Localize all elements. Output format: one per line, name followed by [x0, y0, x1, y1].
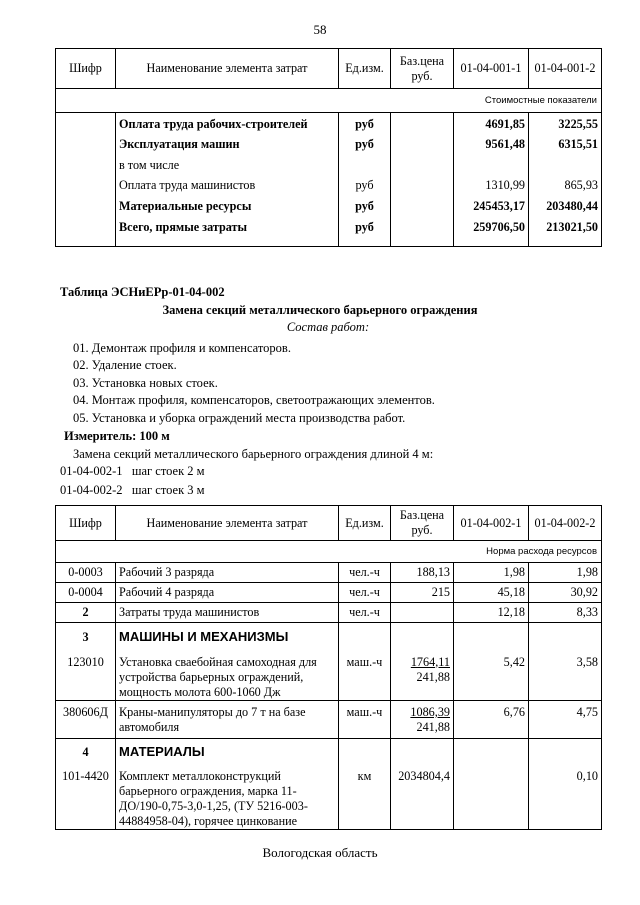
row-price-sub: 241,88 — [416, 720, 450, 734]
row-v1: 6,76 — [454, 701, 529, 739]
section-name: МАШИНЫ И МЕХАНИЗМЫ — [116, 623, 339, 651]
row-v2: 3225,55 — [529, 113, 602, 134]
header-col1: 01-04-002-1 — [454, 506, 529, 541]
row-v2: 3,58 — [529, 651, 602, 701]
row-name: Комплект металлоконструкций барьерного ограждения, марка 11-ДО/190-0,75-3,0-1,25, (ТУ 5216-003-44884958-04), горячее цинкование — [116, 765, 339, 830]
row-code: 123010 — [56, 651, 116, 701]
row-unit: чел.-ч — [339, 563, 391, 583]
subheader: Стоимостные показатели — [56, 89, 602, 113]
row-price: 1764,11 — [410, 654, 450, 669]
row-name: Рабочий 3 разряда — [116, 563, 339, 583]
row-v2: 6315,51 — [529, 134, 602, 155]
row-name: Оплата труда машинистов — [116, 175, 339, 196]
row-price: 2034804,4 — [391, 765, 454, 830]
work-title: Состав работ: — [286, 320, 370, 334]
section-code: 3 — [56, 623, 116, 651]
row-v1: 12,18 — [454, 603, 529, 623]
header-base-price: Баз.цена руб. — [391, 49, 454, 89]
row-price: 188,13 — [391, 563, 454, 583]
header-base-price: Баз.цена руб. — [391, 506, 454, 541]
row-price-sub: 241,88 — [416, 669, 450, 684]
work-item: 05. Установка и уборка ограждений места производства работ. — [73, 411, 406, 425]
row-name: Рабочий 4 разряда — [116, 583, 339, 603]
row-code: 2 — [56, 603, 116, 623]
header-code: Шифр — [56, 506, 116, 541]
row-code: 0-0004 — [56, 583, 116, 603]
section-heading: Замена секций металлического барьерного ограждения — [162, 303, 478, 317]
row-v2: 0,10 — [529, 765, 602, 830]
row-v1: 4691,85 — [454, 113, 529, 134]
row-name: Эксплуатация машин — [116, 134, 339, 155]
row-unit: чел.-ч — [339, 603, 391, 623]
row-unit: руб — [339, 196, 391, 217]
row-unit: руб — [339, 217, 391, 247]
row-name: Оплата труда рабочих-строителей — [116, 113, 339, 134]
row-v1: 5,42 — [454, 651, 529, 701]
row-v1: 1,98 — [454, 563, 529, 583]
work-item: 02. Удаление стоек. — [73, 358, 177, 372]
work-item: 04. Монтаж профиля, компенсаторов, светоотражающих элементов. — [73, 393, 435, 407]
variant: 01-04-002-2 шаг стоек 3 м — [60, 483, 205, 497]
row-v1: 1310,99 — [454, 175, 529, 196]
page-number: 58 — [313, 22, 327, 37]
row-price: 1086,39 — [410, 705, 450, 719]
row-v2: 213021,50 — [529, 217, 602, 247]
row-v2: 203480,44 — [529, 196, 602, 217]
header-name: Наименование элемента затрат — [116, 49, 339, 89]
row-unit: руб — [339, 175, 391, 196]
header-code: Шифр — [56, 49, 116, 89]
resource-table-2 — [55, 505, 602, 830]
row-name: Материальные ресурсы — [116, 196, 339, 217]
header-name: Наименование элемента затрат — [116, 506, 339, 541]
header-col2: 01-04-002-2 — [529, 506, 602, 541]
row-code: 0-0003 — [56, 563, 116, 583]
row-unit: маш.-ч — [339, 701, 391, 739]
header-col1: 01-04-001-1 — [454, 49, 529, 89]
section-name: МАТЕРИАЛЫ — [116, 739, 339, 765]
header-unit: Ед.изм. — [339, 506, 391, 541]
row-code: 380606Д — [56, 701, 116, 739]
header-col2: 01-04-001-2 — [529, 49, 602, 89]
variant: 01-04-002-1 шаг стоек 2 м — [60, 464, 205, 478]
cost-table-1 — [55, 48, 602, 247]
table-title: Таблица ЭСНиЕРр-01-04-002 — [60, 285, 225, 299]
row-name: Затраты труда машинистов — [116, 603, 339, 623]
row-unit: руб — [339, 134, 391, 155]
row-v2: 30,92 — [529, 583, 602, 603]
row-v2: 8,33 — [529, 603, 602, 623]
row-v1: 245453,17 — [454, 196, 529, 217]
row-name: Установка сваебойная самоходная для устройства барьерных ограждений, мощность молота 600-1060 Дж — [116, 651, 339, 701]
row-name: Всего, прямые затраты — [116, 217, 339, 247]
row-v2: 4,75 — [529, 701, 602, 739]
row-name: в том числе — [116, 155, 339, 175]
row-unit: руб — [339, 113, 391, 134]
description: Замена секций металлического барьерного ограждения длиной 4 м: — [73, 447, 434, 461]
row-unit: маш.-ч — [339, 651, 391, 701]
footer-region: Вологодская область — [262, 845, 378, 860]
row-v2: 865,93 — [529, 175, 602, 196]
section-code: 4 — [56, 739, 116, 765]
work-item: 03. Установка новых стоек. — [73, 376, 218, 390]
row-unit: км — [339, 765, 391, 830]
row-price: 215 — [391, 583, 454, 603]
row-code: 101-4420 — [56, 765, 116, 830]
row-name: Краны-манипуляторы до 7 т на базе автомобиля — [116, 701, 339, 739]
measure: Измеритель: 100 м — [64, 429, 170, 443]
row-v1: 259706,50 — [454, 217, 529, 247]
row-unit: чел.-ч — [339, 583, 391, 603]
row-v1: 45,18 — [454, 583, 529, 603]
header-unit: Ед.изм. — [339, 49, 391, 89]
row-v1: 9561,48 — [454, 134, 529, 155]
subheader: Норма расхода ресурсов — [56, 541, 602, 563]
work-item: 01. Демонтаж профиля и компенсаторов. — [73, 341, 291, 355]
row-v2: 1,98 — [529, 563, 602, 583]
